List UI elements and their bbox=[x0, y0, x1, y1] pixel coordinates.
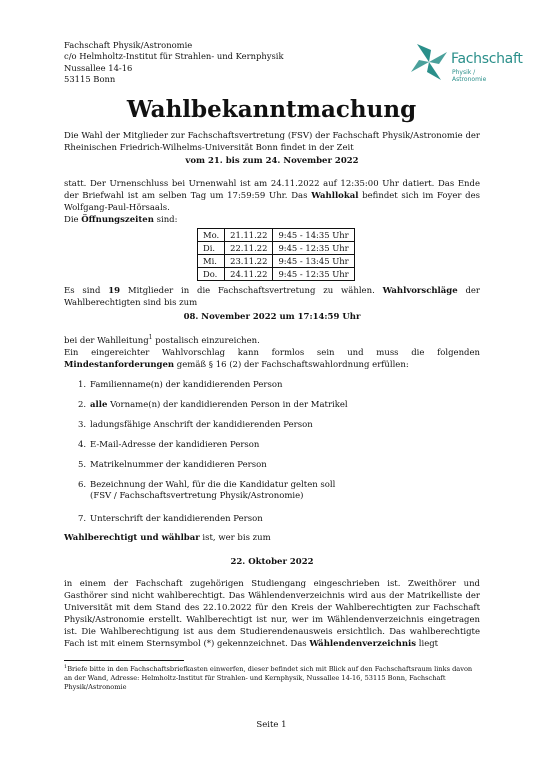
closing-text-2: befindet sich im Foyer des Wolfgang-Paul-Hörsaals. bbox=[64, 191, 480, 213]
page-number: Seite 1 bbox=[256, 720, 287, 730]
eligibility-date: 22. Oktober 2022 bbox=[230, 557, 314, 567]
table-row bbox=[198, 268, 355, 281]
list-number: 5. bbox=[78, 460, 87, 470]
nomination-deadline: 08. November 2022 um 17:14:59 Uhr bbox=[183, 312, 361, 322]
date-cell: 22.11.22 bbox=[225, 242, 273, 255]
list-text: Matrikelnummer der kandidieren Person bbox=[90, 460, 267, 470]
submit-text-4: gemäß § 16 (2) der Fachschaftswahlordnung erfüllen: bbox=[174, 359, 409, 370]
submit-text-1: bei der Wahlleitung bbox=[64, 335, 149, 346]
footnote-divider bbox=[64, 660, 184, 661]
list-number: 1. bbox=[78, 380, 87, 390]
opening-hours-table bbox=[197, 228, 355, 281]
table-row bbox=[198, 229, 355, 242]
list-text: Familienname(n) der kandidierenden Person bbox=[90, 380, 283, 390]
members-text-3: der Wahlberechtigten sind bis zum bbox=[64, 286, 480, 308]
eligibility-paragraph bbox=[64, 532, 480, 544]
polling-station-label: Wahllokal bbox=[311, 191, 359, 201]
closing-text-1: statt. Der Urnenschluss bei Urnenwahl ist am 24.11.2022 auf 12:35:00 Uhr datiert. Das Ende der Briefwahl ist am selben Tag um 17:59:59 Uhr. Das bbox=[64, 179, 480, 201]
opening-text-1: Die bbox=[64, 215, 82, 225]
submit-text-2: postalisch einzureichen. bbox=[152, 335, 260, 346]
list-number: 7. bbox=[78, 514, 87, 524]
list-text bbox=[90, 480, 335, 502]
members-text-1: Es sind bbox=[64, 286, 109, 296]
final-text-2: liegt bbox=[416, 639, 439, 649]
footnote-number: 1 bbox=[64, 664, 68, 670]
footnote bbox=[64, 663, 480, 692]
list-number: 3. bbox=[78, 420, 87, 430]
day-cell: Mo. bbox=[198, 229, 225, 242]
sender-line-4: 53115 Bonn bbox=[64, 74, 116, 85]
day-cell: Mi. bbox=[198, 255, 225, 268]
sender-line-1: Fachschaft Physik/Astronomie bbox=[64, 40, 193, 50]
time-cell: 9:45 - 13:45 Uhr bbox=[273, 255, 354, 268]
all-emphasis: alle bbox=[90, 400, 108, 410]
eligible-label: Wahlberechtigt und wählbar bbox=[64, 533, 200, 543]
list-text-line-1: Bezeichnung der Wahl, für die die Kandidatur gelten soll bbox=[90, 480, 336, 490]
list-text bbox=[90, 400, 348, 411]
fachschaft-logo bbox=[407, 38, 523, 88]
time-cell: 9:45 - 12:35 Uhr bbox=[273, 268, 354, 281]
opening-text-2: sind: bbox=[153, 215, 178, 225]
list-text: E-Mail-Adresse der kandidieren Person bbox=[90, 440, 260, 450]
list-text: ladungsfähige Anschrift der kandidierenden Person bbox=[90, 420, 313, 430]
list-text-rest: Vorname(n) der kandidierenden Person in der Matrikel bbox=[107, 400, 348, 410]
day-cell: Di. bbox=[198, 242, 225, 255]
members-paragraph bbox=[64, 285, 480, 309]
logo-subtitle: Physik / Astronomie bbox=[452, 69, 487, 83]
eligible-text: ist, wer bis zum bbox=[199, 533, 271, 543]
day-cell: Do. bbox=[198, 268, 225, 281]
date-cell: 21.11.22 bbox=[225, 229, 273, 242]
date-cell: 23.11.22 bbox=[225, 255, 273, 268]
voter-registry-paragraph bbox=[64, 578, 480, 650]
list-number: 4. bbox=[78, 440, 87, 450]
sender-line-3: Nussallee 14-16 bbox=[64, 62, 133, 73]
intro-paragraph: Die Wahl der Mitglieder zur Fachschaftsvertretung (FSV) der Fachschaft Physik/Astronomie der Rheinischen Friedrich-Wilhelms-Universität Bonn findet in der Zeit bbox=[64, 131, 480, 153]
closing-paragraph bbox=[64, 178, 480, 214]
nominations-label: Wahlvorschläge bbox=[382, 286, 458, 296]
submission-paragraph bbox=[64, 332, 480, 371]
sender-address bbox=[64, 40, 284, 86]
member-count: 19 bbox=[108, 286, 121, 296]
table-row bbox=[198, 255, 355, 268]
logo-title: Fachschaft bbox=[451, 51, 523, 67]
list-number: 6. bbox=[78, 480, 87, 490]
final-text-1: in einem der Fachschaft zugehörigen Studiengang eingeschrieben ist. Zweithörer und Gasthörer sind nicht wahlberechtigt. Das Wählendenverzeichnis wird aus der Matrikelliste der Universität mit dem Stand des 22.10.2022 für den Kreis der Wahlberechtigten zur Fachschaft Physik/Astronomie erstellt. Wahlberechtigt ist nur, wer im Wählendenverzeichnis eingetragen ist. Die Wahlberechtigung ist aus dem Studierendenausweis ersichtlich. Das wahlberechtigte Fach ist mit einem Sternsymbol (*) gekennzeichnet. Das bbox=[64, 579, 480, 649]
list-number: 2. bbox=[78, 400, 87, 410]
election-period: vom 21. bis zum 24. November 2022 bbox=[185, 156, 359, 166]
time-cell: 9:45 - 12:35 Uhr bbox=[273, 242, 354, 255]
date-cell: 24.11.22 bbox=[225, 268, 273, 281]
voter-registry-label: Wählendenverzeichnis bbox=[309, 639, 417, 649]
list-text: Unterschrift der kandidierenden Person bbox=[90, 514, 263, 524]
pinwheel-logo-icon bbox=[407, 40, 451, 84]
sender-line-2: c/o Helmholtz-Institut für Strahlen- und Kernphysik bbox=[64, 51, 284, 62]
footnote-text: Briefe bitte in den Fachschaftsbriefkasten einwerfen, dieser befindet sich mit Blick auf den Fachschaftsraum links davon an der Wand, Adresse: Helmholtz-Institut für Strahlen- und Kernphysik, Nussallee 14-16, 53115 Bonn, Fachschaft Physik/Astronomie bbox=[64, 665, 473, 691]
opening-hours-label: Öffnungszeiten bbox=[81, 215, 154, 225]
page-title: Wahlbekanntmachung bbox=[126, 96, 417, 123]
minimum-requirements-label: Mindestanforderungen bbox=[64, 359, 175, 370]
submit-text-3: Ein eingereichter Wahlvorschlag kann formlos sein und muss die folgenden bbox=[64, 347, 480, 358]
table-row bbox=[198, 242, 355, 255]
footnote-marker: 1 bbox=[148, 334, 153, 341]
opening-hours-intro bbox=[64, 214, 480, 226]
time-cell: 9:45 - 14:35 Uhr bbox=[273, 229, 354, 242]
members-text-2: Mitglieder in die Fachschaftsvertretung zu wählen. bbox=[120, 286, 383, 296]
list-text-line-2: (FSV / Fachschaftsvertretung Physik/Astronomie) bbox=[90, 491, 304, 501]
